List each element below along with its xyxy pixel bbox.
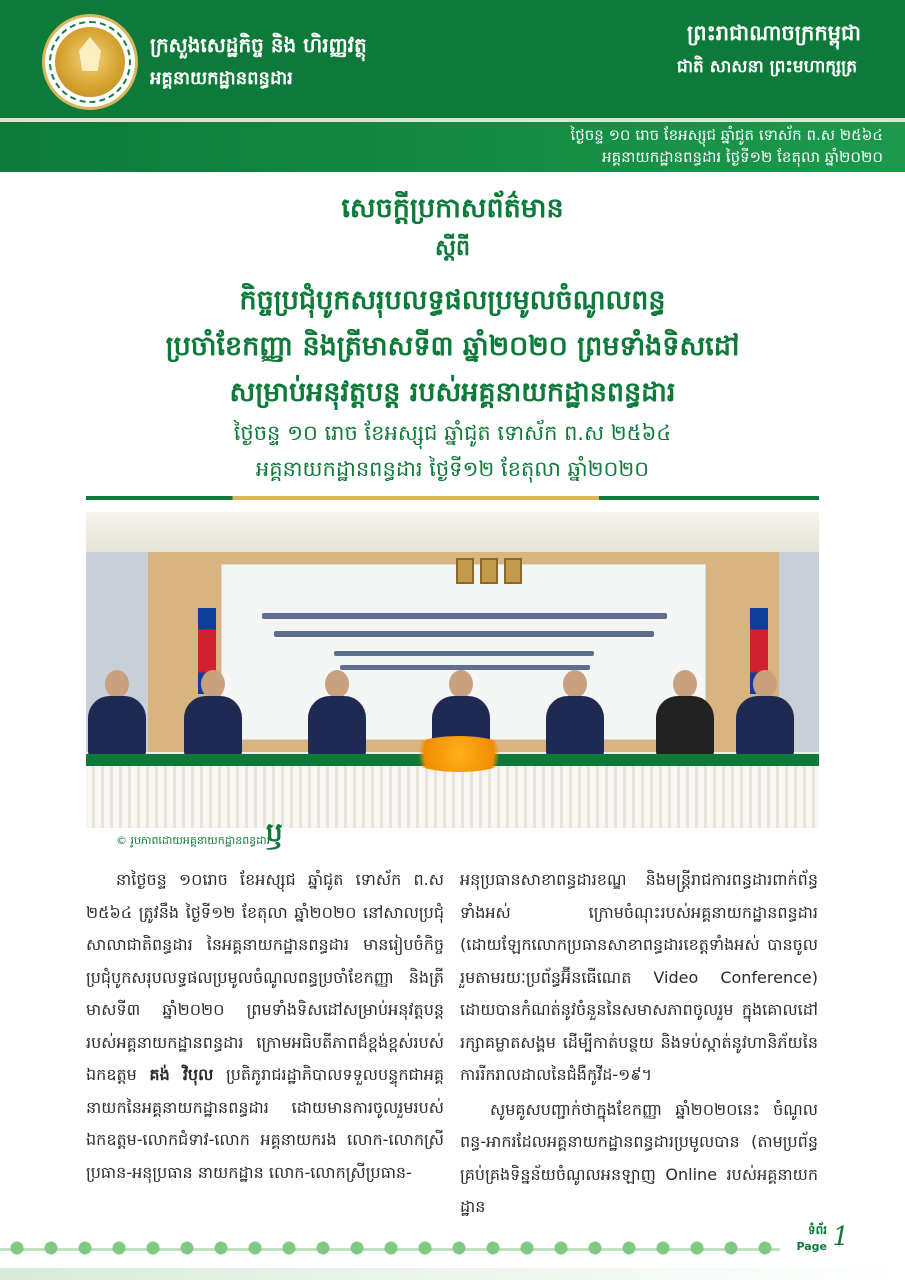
- participant-head: [753, 670, 777, 698]
- body-column-right: [460, 864, 818, 1226]
- participant: [656, 670, 714, 756]
- participant-head: [449, 670, 473, 698]
- press-release-title: សេចក្តីប្រកាសព័ត៌មាន: [341, 193, 564, 224]
- ministry-name: ក្រសួងសេដ្ឋកិច្ច និង ហិរញ្ញវត្ថុ: [150, 33, 367, 57]
- participant: [546, 670, 604, 756]
- body-paragraph: [86, 864, 444, 1189]
- headline-line-1: កិច្ចប្រជុំបូកសរុបលទ្ធផលប្រមូលចំណូលពន្ធ: [239, 285, 666, 316]
- body-paragraph: អនុប្រធានសាខាពន្ធដារខណ្ឌ និងមន្ត្រីរាជការពន្ធដារពាក់ព័ន្ធទាំងអស់ ក្រោមចំណុះរបស់អគ្គនាយកដ្ឋានពន្ធដារ (ដោយឡែកលោកប្រធានសាខាពន្ធដារខេត្តទាំងអស់ បានចូលរួមតាមរយៈប្រព័ន្ធអ៊ីនធើណេត Video Conference) ដោយបានកំណត់នូវចំនួននៃសមាសភាពចូលរួម ក្នុងគោលដៅរក្សាគម្លាតសង្គម ដើម្បីកាត់បន្ថយ និងទប់ស្កាត់នូវហានិភ័យនៃការរីករាលដាលនៃជំងឺកូវីដ-១៩។: [460, 870, 818, 1084]
- participant-head: [325, 670, 349, 698]
- participant-head: [201, 670, 225, 698]
- meeting-photo: [86, 512, 819, 852]
- royal-portrait: [456, 558, 474, 584]
- official-name: គង់ វិបុល: [149, 1065, 214, 1084]
- participant: [736, 670, 794, 756]
- title-divider: [86, 496, 819, 500]
- body-text: នាថ្ងៃចន្ទ ១០រោច ខែអស្សុជ ឆ្នាំជូត ទោស័ក ព.ស ២៥៦៤ ត្រូវនឹង ថ្ងៃទី១២ ខែតុលា ឆ្នាំ២០២០ នៅសាលប្រជុំសាលាជាតិពន្ធដារ នៃអគ្គនាយកដ្ឋានពន្ធដារ មានរៀបចំកិច្ចប្រជុំបូកសរុបលទ្ធផលប្រមូលចំណូលពន្ធប្រចាំខែកញ្ញា និងត្រីមាសទី៣ ឆ្នាំ២០២០ ព្រមទាំងទិសដៅសម្រាប់អនុវត្តបន្ត របស់អគ្គនាយកដ្ឋានពន្ធដារ ក្រោមអធិបតីភាពដ៏ខ្ពង់ខ្ពស់របស់ឯកឧត្តម: [86, 870, 444, 1084]
- national-motto: ជាតិ សាសនា ព្រះមហាក្សត្រ: [676, 57, 857, 77]
- gdt-logo: [42, 14, 138, 110]
- banner-text-line: [334, 651, 594, 656]
- page-label-en: Page: [796, 1240, 827, 1253]
- participant-body: [546, 696, 604, 756]
- lunar-date: ថ្ងៃចន្ទ ១០ រោច ខែអស្សុជ ឆ្នាំជូត ទោស័ក ព.ស ២៥៦៤: [570, 126, 883, 144]
- kingdom-name: ព្រះរាជាណាចក្រកម្ពុជា: [686, 21, 861, 45]
- participant: [308, 670, 366, 756]
- about-label: ស្តីពី: [435, 236, 470, 261]
- photo-ceiling: [86, 512, 819, 552]
- solar-date: អគ្គនាយកដ្ឋានពន្ធដារ ថ្ងៃទី១២ ខែតុលា ឆ្នាំ២០២០: [602, 148, 883, 166]
- banner-text-line: [274, 631, 654, 637]
- page-footer: [0, 1212, 905, 1280]
- body-text: ប្រតិភូរាជរដ្ឋាភិបាលទទួលបន្ទុកជាអគ្គនាយកនៃអគ្គនាយកដ្ឋានពន្ធដារ ដោយមានការចូលរួមរបស់ឯកឧត្តម-លោកជំទាវ-លោក អគ្គនាយករង លោក-លោកស្រីប្រធាន-អនុប្រធាន នាយកដ្ឋាន លោក-លោកស្រីប្រធាន-: [86, 1065, 445, 1182]
- participant: [184, 670, 242, 756]
- gdt-mark-icon: ឫ: [266, 818, 283, 848]
- footer-bar: [0, 1268, 905, 1280]
- participant-head: [563, 670, 587, 698]
- footer-ornament: [0, 1220, 780, 1260]
- headline-line-2: ប្រចាំខែកញ្ញា និងត្រីមាសទី៣ ឆ្នាំ២០២០ ព្រមទាំងទិសដៅ: [165, 331, 740, 362]
- flower-arrangement: [404, 736, 514, 772]
- emblem-icon: [55, 27, 125, 97]
- page-number: 1: [832, 1222, 849, 1252]
- headline-line-3: សម្រាប់អនុវត្តបន្ត របស់អគ្គនាយកដ្ឋានពន្ធដារ: [229, 377, 676, 408]
- date-strip: [0, 122, 905, 172]
- participant-head: [105, 670, 129, 698]
- headline-solar-date: អគ្គនាយកដ្ឋានពន្ធដារ ថ្ងៃទី១២ ខែតុលា ឆ្នាំ២០២០: [255, 457, 650, 481]
- participant-body: [308, 696, 366, 756]
- page-header: [0, 0, 905, 118]
- participant-body: [656, 696, 714, 756]
- photo-caption: © រូបភាពដោយអគ្គនាយកដ្ឋានពន្ធដារ: [116, 834, 271, 847]
- body-paragraph: សូមគូសបញ្ជាក់ថាក្នុងខែកញ្ញា ឆ្នាំ២០២០នេះ ចំណូលពន្ធ-អាករដែលអគ្គនាយកដ្ឋានពន្ធដារប្រមូលបាន (តាមប្រព័ន្ធគ្រប់គ្រងទិន្នន័យចំណូលអនឡាញ Online របស់អគ្គនាយកដ្ឋាន: [460, 1099, 818, 1216]
- royal-portrait: [504, 558, 522, 584]
- participant-head: [673, 670, 697, 698]
- participant-body: [184, 696, 242, 756]
- headline-lunar-date: ថ្ងៃចន្ទ ១០ រោច ខែអស្សុជ ឆ្នាំជូត ទោស័ក ព.ស ២៥៦៤: [233, 421, 672, 445]
- participant-body: [736, 696, 794, 756]
- banner-text-line: [262, 613, 667, 619]
- department-name: អគ្គនាយកដ្ឋានពន្ធដារ: [150, 68, 293, 89]
- table-skirt: [86, 766, 819, 828]
- page-label-kh: ទំព័រ: [807, 1223, 827, 1237]
- participant: [88, 670, 146, 756]
- participant-body: [88, 696, 146, 756]
- royal-portrait: [480, 558, 498, 584]
- body-column-left: [86, 864, 444, 1191]
